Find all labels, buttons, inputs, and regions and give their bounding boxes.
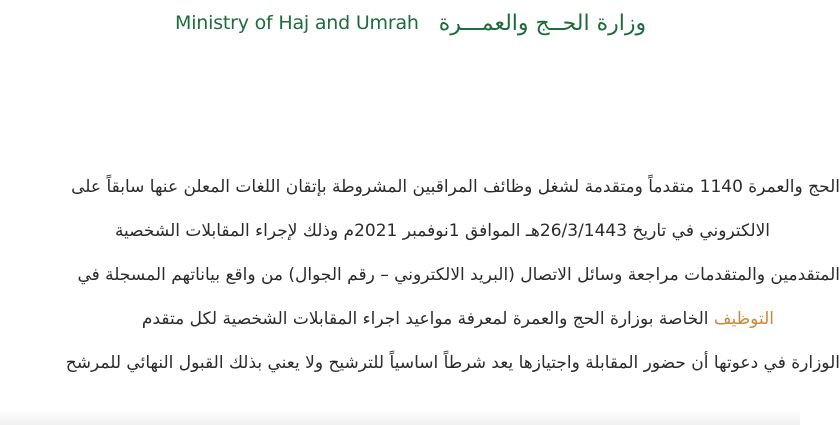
article-line-3: المتقدمين والمتقدمات مراجعة وسائل الاتصال (البريد الالكتروني – رقم الجوال) من واقع بياناتهم المسجلة في (77, 265, 840, 285)
article-line-4-text: الخاصة بوزارة الحج والعمرة لمعرفة مواعيد اجراء المقابلات الشخصية لكل متقدم (141, 309, 714, 329)
logo-name-english: Ministry of Haj and Umrah (175, 12, 419, 34)
article-line-2: الالكتروني في تاريخ 26/3/1443هـ الموافق 1نوفمبر 2021م وذلك لإجراء المقابلات الشخصية (114, 221, 770, 241)
article-line-5: الوزارة في دعوتها أن حضور المقابلة واجتيازها يعد شرطاً اساسياً للترشيح ولا يعني بذلك القبول النهائي للمرشح (65, 353, 840, 373)
employment-portal-link[interactable]: التوظيف (713, 309, 774, 329)
article-line-1: الحج والعمرة 1140 متقدماً ومتقدمة لشغل وظائف المراقبين المشروطة بإتقان اللغات المعلن عنها سابقاً على (71, 177, 840, 197)
article-line-4 (0, 297, 840, 341)
ministry-logo[interactable] (175, 8, 665, 38)
article-body (0, 165, 840, 385)
page-divider (0, 409, 800, 425)
logo-name-arabic: وزارة الحــج والعمـــرة (438, 10, 647, 36)
